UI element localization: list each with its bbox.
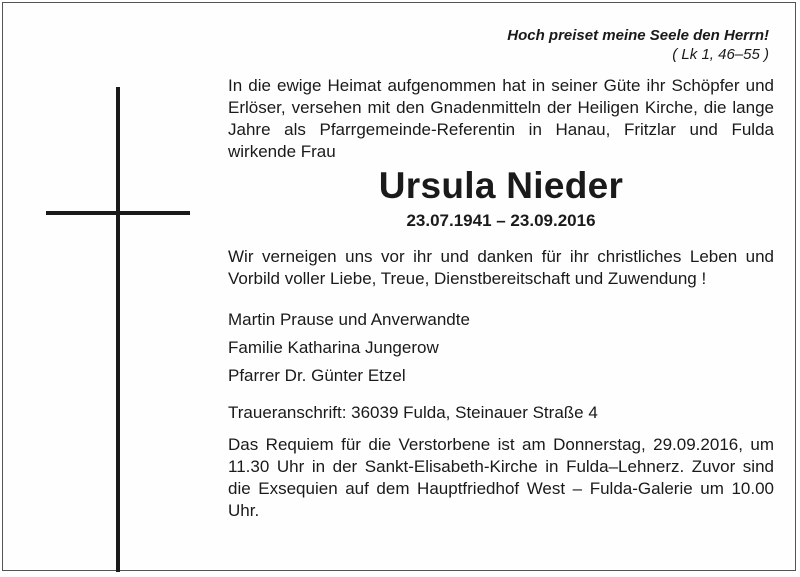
cross-icon-vertical-beam xyxy=(116,87,120,572)
mourners-list xyxy=(228,306,774,390)
mourner-item: Familie Katharina Jungerow xyxy=(228,338,439,357)
mourning-address: Traueranschrift: 36039 Fulda, Steinauer Straße 4 xyxy=(228,403,598,422)
requiem-paragraph: Das Requiem für die Verstorbene ist am Donnerstag, 29.09.2016, um 11.30 Uhr in der Sankt-Elisabeth-Kirche in Fulda–Lehnerz. Zuvor sind die Exsequien auf dem Hauptfriedhof West – Fulda-Galerie um 10.00 Uhr. xyxy=(228,435,774,520)
deceased-name: Ursula Nieder xyxy=(378,165,624,206)
thanks-paragraph: Wir verneigen uns vor ihr und danken für ihr christliches Leben und Vorbild voller Liebe, Treue, Dienstbereitschaft und Zuwendung ! xyxy=(228,247,774,288)
notice-body xyxy=(228,75,774,522)
mourner-item: Martin Prause und Anverwandte xyxy=(228,310,470,329)
cross-icon-horizontal-beam xyxy=(46,211,190,215)
bible-verse-reference: ( Lk 1, 46–55 ) xyxy=(672,46,769,63)
mourner-item: Pfarrer Dr. Günter Etzel xyxy=(228,366,406,385)
bible-verse xyxy=(507,26,769,64)
intro-paragraph: In die ewige Heimat aufgenommen hat in seiner Güte ihr Schöpfer und Erlöser, versehen mit den Gnadenmitteln der Heiligen Kirche, die lange Jahre als Pfarrgemeinde-Referentin in Hanau, Fritzlar und Fulda wirkende Frau xyxy=(228,76,774,161)
bible-verse-text: Hoch preiset meine Seele den Herrn! xyxy=(507,27,769,44)
life-dates: 23.07.1941 – 23.09.2016 xyxy=(406,211,596,230)
obituary-notice xyxy=(2,2,796,571)
